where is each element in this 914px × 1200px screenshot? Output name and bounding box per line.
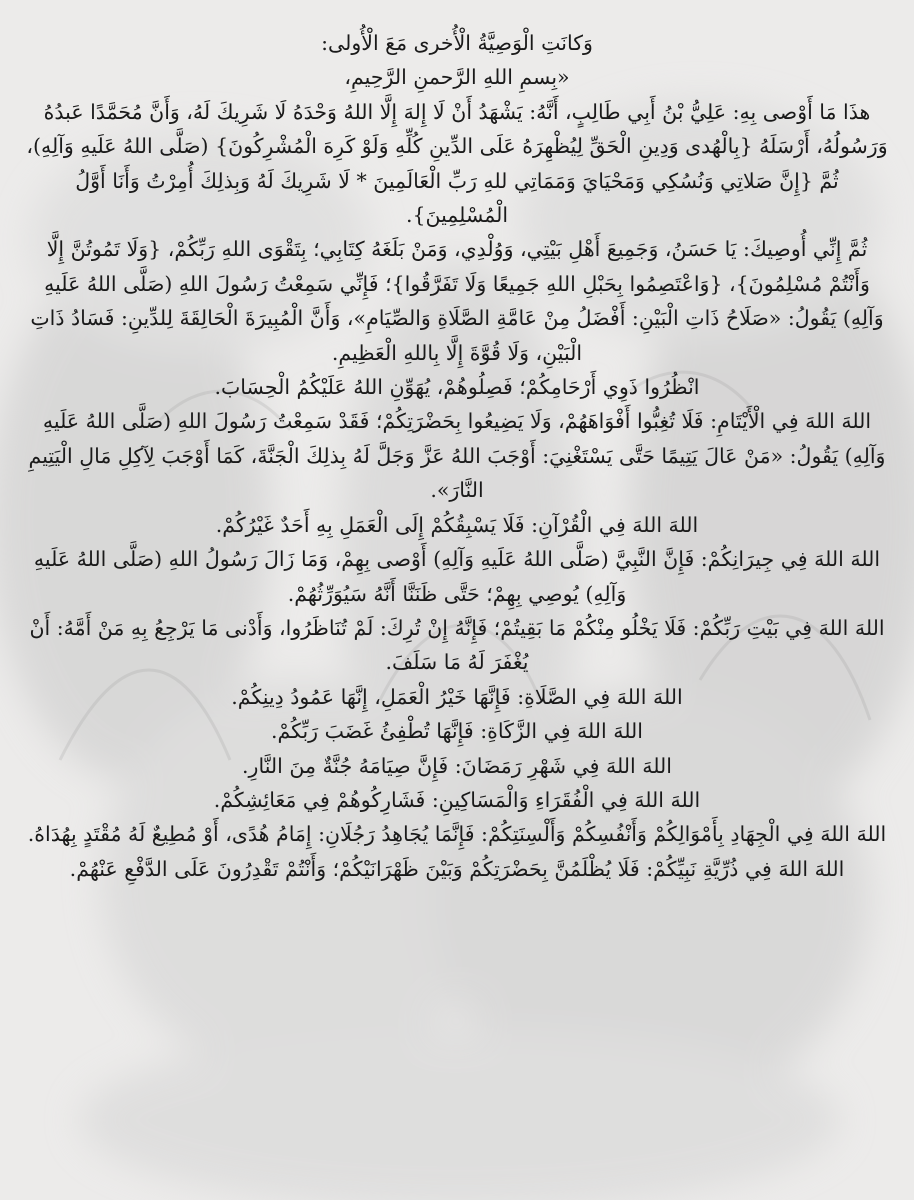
basmala-line: «بِسمِ اللهِ الرَّحمنِ الرَّحِيمِ، (344, 65, 570, 90)
zakat-paragraph: اللهَ اللهَ فِي الزَّكَاةِ: فَإِنَّهَا تُطْفِئُ غَضَبَ رَبِّكُمْ. (271, 719, 643, 744)
document-text-block (26, 26, 888, 886)
ramadan-paragraph: اللهَ اللهَ فِي شَهْرِ رَمَضَانَ: فَإِنَّ صِيَامَهُ جُنَّةٌ مِنَ النَّارِ. (242, 753, 672, 778)
prayer-paragraph: اللهَ اللهَ فِي الصَّلَاةِ: فَإِنَّهَا خَيْرُ الْعَمَلِ، إِنَّهَا عَمُودُ دِينِكُمْ. (231, 684, 683, 709)
neighbors-paragraph: اللهَ اللهَ فِي جِيرَانِكُمْ: فَإِنَّ النَّبِيَّ (صَلَّى اللهُ عَلَيهِ وَآلِهِ) أَوْصى بِهِمْ، وَمَا زَالَ رَسُولُ اللهِ (صَلَّى اللهُ عَلَيهِ وَآلِهِ) يُوصِي بِهِمْ؛ حَتَّى ظَنَنَّا أَنَّهُ سَيُوَرِّثُهُمْ. (33, 547, 881, 606)
prophet-progeny-paragraph: اللهَ اللهَ فِي ذُرِّيَّةِ نَبِيِّكُمْ: فَلَا يُظْلَمُنَّ بِحَضْرَتِكُمْ وَبَيْنَ ظَهْرَانَيْكُمْ؛ وَأَنْتُمْ تَقْدِرُونَ عَلَى الدَّفْعِ عَنْهُمْ. (69, 856, 845, 881)
orphans-paragraph: اللهَ اللهَ فِي الْأَيْتَامِ: فَلَا تُغِبُّوا أَفْوَاهَهُمْ، وَلَا يَضِيعُوا بِحَضْرَتِكُمْ؛ فَقَدْ سَمِعْتُ رَسُولَ اللهِ (صَلَّى اللهُ عَلَيهِ وَآلِهِ) يَقُولُ: «مَنْ عَالَ يَتِيمًا حَتَّى يَسْتَغْنِيَ: أَوْجَبَ اللهُ عَزَّ وَجَلَّ لَهُ بِذلِكَ الْجَنَّةَ، كَمَا أَوْجَبَ لِآكِلِ مَالِ الْيَتِيمِ النَّارَ». (28, 409, 886, 503)
testimony-paragraph: هذَا مَا أَوْصى بِهِ: عَلِيُّ بْنُ أَبِي طَالِبٍ، أَنَّهُ: يَشْهَدُ أَنْ لَا إِلهَ إِلَّا اللهُ وَحْدَهُ لَا شَرِيكَ لَهُ، وَأَنَّ مُحَمَّدًا عَبدُهُ وَرَسُولُهُ، أَرْسَلَهُ {بِالْهُدى وَدِينِ الْحَقِّ لِيُظْهِرَهُ عَلَى الدِّينِ كُلِّهِ وَلَوْ كَرِهَ الْمُشْرِكُونَ} (صَلَّى اللهُ عَلَيهِ وَآلِهِ)، ثُمَّ {إِنَّ صَلاتِي وَنُسُكِي وَمَحْيَايَ وَمَمَاتِي للهِ رَبِّ الْعَالَمِينَ * لَا شَرِيكَ لَهُ وَبِذلِكَ أُمِرْتُ وَأَنَا أَوَّلُ الْمُسْلِمِينَ}. (26, 99, 888, 228)
house-of-lord-paragraph: اللهَ اللهَ فِي بَيْتِ رَبِّكُمْ: فَلَا يَخْلُو مِنْكُمْ مَا بَقِيتُمْ؛ فَإِنَّهُ إِنْ تُرِكَ: لَمْ تُنَاظَرُوا، وَأَدْنى مَا يَرْجِعُ بِهِ مَنْ أَمَّهُ: أَنْ يُغْفَرَ لَهُ مَا سَلَفَ. (29, 615, 885, 675)
advice-taqwa-paragraph: ثُمَّ إِنِّي أُوصِيكَ: يَا حَسَنُ، وَجَمِيعَ أَهْلِ بَيْتِي، وَوُلْدِي، وَمَنْ بَلَغَهُ كِتَابِي؛ بِتَقْوَى اللهِ رَبِّكُمْ، {وَلَا تَمُوتُنَّ إِلَّا وَأَنْتُمْ مُسْلِمُونَ}، {وَاعْتَصِمُوا بِحَبْلِ اللهِ جَمِيعًا وَلَا تَفَرَّقُوا}؛ فَإِنِّي سَمِعْتُ رَسُولَ اللهِ (صَلَّى اللهُ عَلَيهِ وَآلِهِ) يَقُولُ: «صَلَاحُ ذَاتِ الْبَيْنِ: أَفْضَلُ مِنْ عَامَّةِ الصَّلَاةِ وَالصِّيَامِ»، وَأَنَّ الْمُبِيرَةَ الْحَالِقَةَ لِلدِّينِ: فَسَادُ ذَاتِ الْبَيْنِ، وَلَا قُوَّةَ إِلَّا بِاللهِ الْعَظِيمِ. (30, 237, 884, 365)
quran-paragraph: اللهَ اللهَ فِي الْقُرْآنِ: فَلَا يَسْبِقُكُمْ إِلَى الْعَمَلِ بِهِ أَحَدٌ غَيْرُكُمْ. (215, 512, 699, 537)
wasiyya-intro-line: وَكانَتِ الْوَصِيَّةُ الْأُخرى مَعَ الْأُولى: (321, 31, 593, 55)
poor-paragraph: اللهَ اللهَ فِي الْفُقَرَاءِ وَالْمَسَاكِينِ: فَشَارِكُوهُمْ فِي مَعَائِشِكُمْ. (213, 787, 701, 812)
jihad-paragraph: اللهَ اللهَ فِي الْجِهَادِ بِأَمْوَالِكُمْ وَأَنْفُسِكُمْ وَأَلْسِنَتِكُمْ: فَإِنَّمَا يُجَاهِدُ رَجُلَانِ: إِمَامُ هُدًى، أَوْ مُطِيعٌ لَهُ مُقْتَدٍ بِهُدَاهُ. (27, 822, 887, 847)
kinship-paragraph: انْظُرُوا ذَوِي أَرْحَامِكُمْ؛ فَصِلُوهُمْ، يُهَوِّنِ اللهُ عَلَيْكُمُ الْحِسَابَ. (214, 375, 700, 400)
